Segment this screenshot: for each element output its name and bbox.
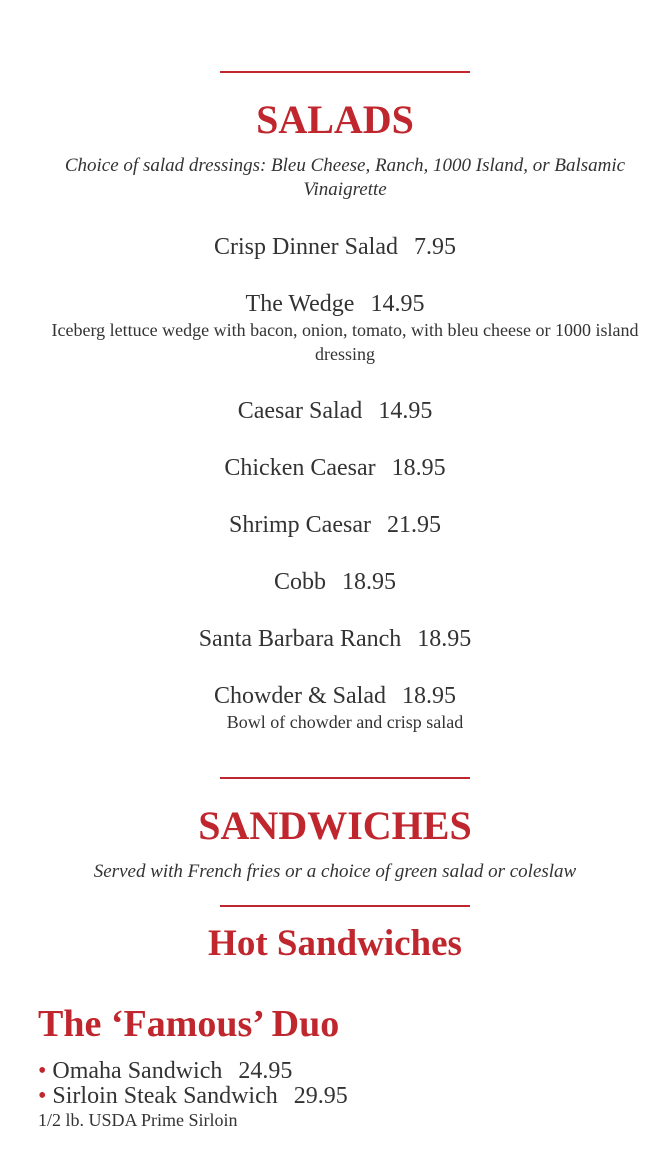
item-name: Sirloin Steak Sandwich [52,1083,278,1109]
item-name: Crisp Dinner Salad [214,234,398,260]
menu-item [0,290,670,318]
item-price: 18.95 [417,626,472,652]
list-item [38,1058,292,1084]
divider-rule [220,71,470,73]
item-name: Omaha Sandwich [52,1058,223,1084]
item-price: 7.95 [413,234,456,260]
item-price: 18.95 [401,683,456,709]
salads-heading: SALADS [256,97,414,142]
item-name: Chicken Caesar [224,455,376,481]
item-name: Santa Barbara Ranch [198,626,402,652]
item-price: 21.95 [386,512,441,538]
item-price: 14.95 [370,291,425,317]
item-name: Chowder & Salad [214,683,386,709]
menu-item [0,511,670,539]
divider-rule [220,777,470,779]
item-description: Iceberg lettuce wedge with bacon, onion, tomato, with bleu cheese or 1000 island dressing [51,320,639,364]
sandwich-note: Served with French fries or a choice of green salad or coleslaw [93,861,577,882]
menu-item [0,568,670,596]
item-price: 29.95 [293,1083,348,1109]
sandwiches-heading: SANDWICHES [198,803,472,848]
list-item [38,1083,348,1109]
divider-rule [220,905,470,907]
item-price: 14.95 [378,398,433,424]
item-price: 18.95 [391,455,446,481]
item-price: 18.95 [342,569,396,595]
item-name: Shrimp Caesar [229,512,371,538]
item-name: The Wedge [245,291,355,317]
bullet-icon: • [38,1083,47,1109]
item-footnote: 1/2 lb. USDA Prime Sirloin [38,1110,238,1130]
menu-item [0,397,670,425]
item-price: 24.95 [238,1058,293,1084]
menu-item [0,233,670,261]
item-description: Bowl of chowder and crisp salad [226,712,464,732]
menu-item [0,682,670,710]
menu-item [0,625,670,653]
hot-sandwiches-heading: Hot Sandwiches [208,923,462,964]
bullet-icon: • [38,1058,47,1084]
item-name: Caesar Salad [237,398,363,424]
salad-dressing-note: Choice of salad dressings: Bleu Cheese, Ranch, 1000 Island, or Balsamic Vinaigrette [64,155,626,200]
item-name: Cobb [273,569,326,595]
menu-item [0,454,670,482]
famous-duo-heading: The ‘Famous’ Duo [38,1003,340,1045]
